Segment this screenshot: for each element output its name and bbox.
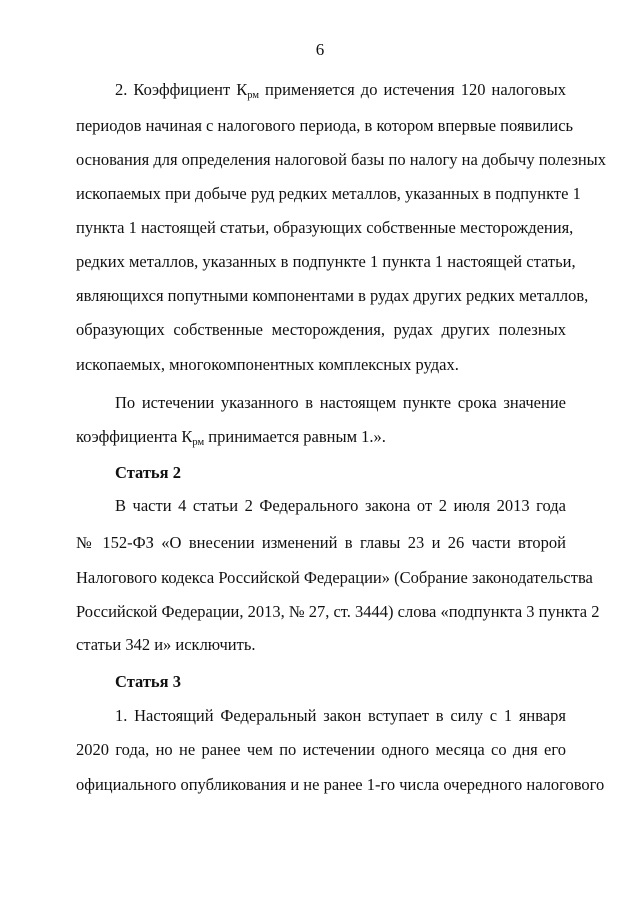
article-3-heading: Статья 3: [115, 672, 181, 691]
paragraph-1-line-6: редких металлов, указанных в подпункте 1 пункта 1 настоящей статьи,: [76, 252, 576, 271]
text-run: принимается равным 1.».: [204, 427, 386, 446]
article-3-line-1: 1. Настоящий Федеральный закон вступает в силу с 1 января: [115, 706, 566, 725]
text-run: 2. Коэффициент К: [115, 80, 248, 99]
article-2-line-1: В части 4 статьи 2 Федерального закона от 2 июля 2013 года: [115, 496, 566, 515]
article-2-line-3: Налогового кодекса Российской Федерации» (Собрание законодательства: [76, 568, 593, 587]
paragraph-1-line-1: [115, 80, 566, 100]
paragraph-2-line-2: [76, 427, 566, 447]
article-3-line-3: официального опубликования и не ранее 1-го числа очередного налогового: [76, 775, 605, 794]
article-2-line-2: № 152-ФЗ «О внесении изменений в главы 23 и 26 части второй: [76, 533, 566, 552]
paragraph-2-line-1: По истечении указанного в настоящем пункте срока значение: [115, 393, 566, 412]
text-run: применяется до истечения 120 налоговых: [258, 80, 566, 99]
article-3-line-2: 2020 года, но не ранее чем по истечении одного месяца со дня его: [76, 740, 566, 759]
paragraph-1-line-3: основания для определения налоговой базы по налогу на добычу полезных: [76, 150, 606, 169]
paragraph-1-line-9: ископаемых, многокомпонентных комплексных рудах.: [76, 355, 459, 374]
text-run: коэффициента К: [76, 427, 193, 446]
article-2-heading: Статья 2: [115, 463, 181, 482]
page-number: 6: [315, 40, 325, 59]
article-2-line-5: статьи 342 и» исключить.: [76, 635, 256, 654]
subscript: рм: [247, 90, 259, 101]
article-2-line-4: Российской Федерации, 2013, № 27, ст. 3444) слова «подпункта 3 пункта 2: [76, 602, 600, 621]
paragraph-1-line-7: являющихся попутными компонентами в рудах других редких металлов,: [76, 286, 589, 305]
paragraph-1-line-2: периодов начиная с налогового периода, в котором впервые появились: [76, 116, 574, 135]
subscript: рм: [192, 437, 205, 448]
paragraph-1-line-8: образующих собственные месторождения, рудах других полезных: [76, 320, 566, 339]
paragraph-1-line-4: ископаемых при добыче руд редких металлов, указанных в подпункте 1: [76, 184, 581, 203]
paragraph-1-line-5: пункта 1 настоящей статьи, образующих собственные месторождения,: [76, 218, 574, 237]
